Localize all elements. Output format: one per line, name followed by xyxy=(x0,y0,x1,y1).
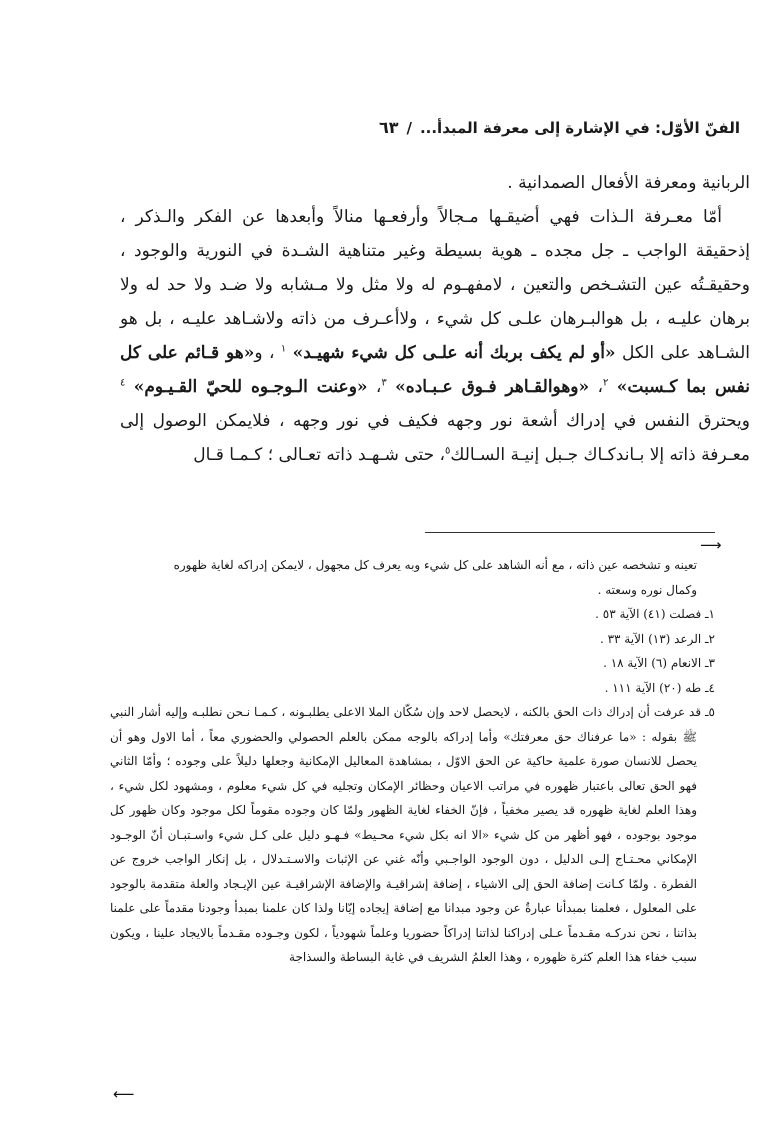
footnote-divider xyxy=(425,532,715,533)
header-title: الفنّ الأوّل: في الإشارة إلى معرفة المبدأ... xyxy=(419,119,740,137)
continuation-arrow-icon: ⟶ xyxy=(700,536,722,554)
paragraph-2 xyxy=(120,200,750,472)
footnote-5: ٥ـ قد عرفت أن إدراك ذات الحق بالكنه ، لايحصل لاحد وإن سُكّان الملا الاعلى يطلبـونه ، كـمـا نـحن نطلبـه وإليه أشار النبي ﷺ بقوله : «ما عرفناك حق معرفتك» وأما إدراكه بالوجه ممكن بالعلم الحصولي والحضوري معاً ، أما الاول وهو أن يحصل للانسان صورة علمية حاكية عن الحق الاوّل ، بمشاهدة المعاليل الإمكانية وجعلها دليلاً على وجوده ؛ وأمّا الثاني فهو الحق تعالى باعتبار ظهوره في مراتب الاعيان وحظائر الإمكان وتجليه في كل شيء معلوم ، ومشهود لكل شيء ، وهذا العلم لغاية ظهوره قد يصير مخفياً ، فإنّ الخفاء لغاية الظهور ولمّا كان وجوده مقوماً لكل موجود وكان ظهور كل موجود بوجوده ، فهو أظهر من كل شيء «الا انه بكل شيء محـيط» فـهـو دليل على كـل شيء واسـتبـان أنّ الوجـود الإمكاني محـتـاج إلـى الدليل ، دون الوجود الواجـبي وأنّه غني عن الإثبات والاسـتـدلال ، بل إنكار الواجب خروج عن الفطرة . ولمّا كـانت إضافة الحق إلى الاشياء ، إضافة إشراقيـة والإضافة الإشراقيـة عين الإيـجاد والعلة متقدمة بالوجود على المعلول ، فعلمنا بمبدأنا عبارةٌ عن وجود مبدانا مع إضافة إيجاده إيّانا ولذا كان علمنا بمبدأ وجودنا مقدماً على علمنا بذاتنا ، نحن ندركـه مقـدماً عـلى إدراكنا لذاتنا إدراكاً حضوريا وعلماً شهودياً ، لكون وجـوده مقـدماً بالايجاد علينا ، ويكون سبب خفاء هذا العلم كثرة ظهوره ، وهذا العلمُ الشريف في غاية البساطة والسذاجة xyxy=(110,705,715,964)
footnotes xyxy=(110,553,715,970)
continues-next-page-arrow-icon: ⟵ xyxy=(113,1085,135,1103)
para2-text-e: ويحترق النفس في إدراك أشعة نور وجهه فكيف في نور وجهه ، فلايمكن الوصول إلى معـرفة ذاته إلا بـاندكـاك جـبل إنيـة السـالك xyxy=(120,411,750,465)
footnote-ref-5: ٥ xyxy=(445,445,451,457)
footnote-ref-1: ١ xyxy=(280,343,287,355)
para2-text-b: ، و xyxy=(254,343,275,363)
quran-quote-4: «وعنت الـوجـوه للحيّ القـيـوم» xyxy=(133,377,368,397)
footnote-ref-2: ٢ xyxy=(603,377,609,389)
footnote-3: ٣ـ الانعام (٦) الآية ١٨ . xyxy=(603,656,715,670)
quran-quote-2: «هو قـائم على كل نفس بما كـسبت» xyxy=(120,343,750,397)
para2-text-d: ، xyxy=(375,377,382,397)
footnote-1: ١ـ فصلت (٤١) الآية ٥٣ . xyxy=(595,607,715,621)
running-header xyxy=(140,118,740,144)
para2-text-a: أمّا معـرفة الـذات فهي أضيقـها مـجالاً وأرفعـها منالاً وأبعدها عن الفكر والـذكر ، إذحقيقة الواجب ـ جل مجده ـ هوية بسيطة وغير متناهية الشـدة في النورية والوجود ، وحقيقـتُه عين التشـخص والتعين ، لامفهـوم له ولا مثل ولا مـشابه ولا ضـد ولا حد له ولا برهان عليـه ، بل هوالبـرهان علـى كل شيء ، ولاأعـرف من ذاته ولاشـاهد عليـه ، بل هو الشـاهد على الكل xyxy=(120,207,750,363)
footnote-continuation-line-2: وكمال نوره وسعته . xyxy=(597,582,697,597)
para2-text-c: ، xyxy=(597,377,604,397)
footnote-2: ٢ـ الرعد (١٣) الآية ٣٣ . xyxy=(599,631,715,646)
quran-quote-3: «وهوالقـاهر فـوق عـبـاده» xyxy=(395,377,590,397)
paragraph-1: الربانية ومعرفة الأفعال الصمدانية . xyxy=(507,173,750,193)
header-separator: / xyxy=(406,119,412,137)
quran-quote-1: «أو لم يكف بربك أنه علـى كل شيء شهيـد» xyxy=(292,343,616,363)
footnote-ref-3: ٣ xyxy=(381,377,387,389)
para2-text-f: ، حتى شـهـد ذاته تعـالى ؛ كـمـا قـال xyxy=(193,445,446,465)
footnote-continuation-line-1: تعينه و تشخصه عين ذاته ، مع أنه الشاهد على كل شيء وبه يعرف كل مجهول ، لايمكن إدراكه لغاية ظهوره xyxy=(173,558,697,572)
main-text xyxy=(120,166,750,472)
page-number: ٦٣ xyxy=(378,118,399,137)
footnote-ref-4: ٤ xyxy=(120,377,126,389)
footnote-4: ٤ـ طه (٢٠) الآية ١١١ . xyxy=(604,680,715,695)
